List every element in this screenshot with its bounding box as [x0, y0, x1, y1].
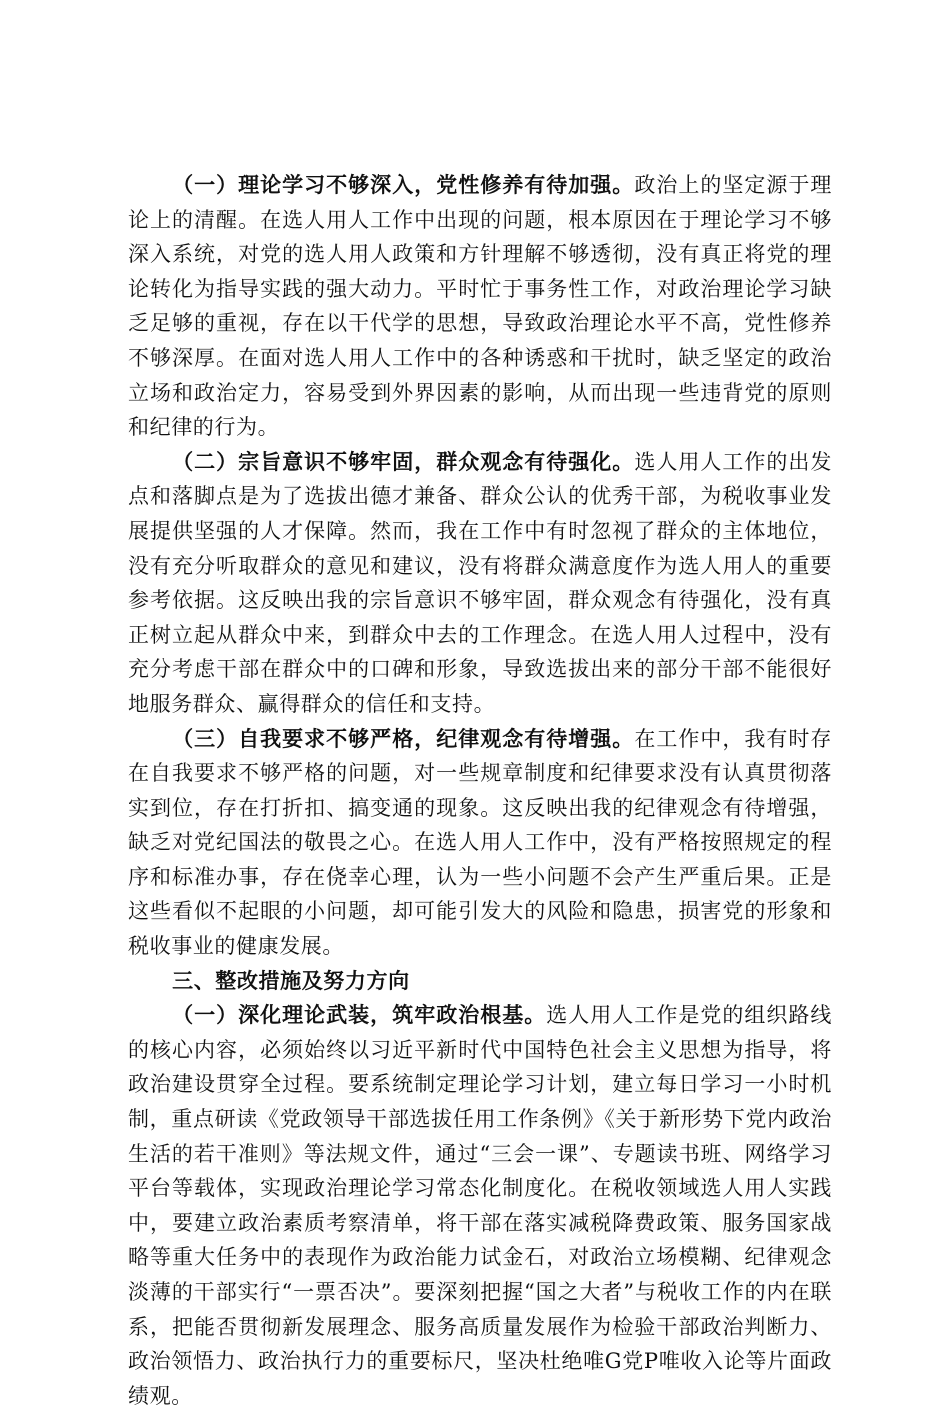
paragraph-lead: （二）宗旨意识不够牢固，群众观念有待强化。 [172, 448, 635, 474]
paragraph-text: 在工作中，我有时存在自我要求不够严格的问题，对一些规章制度和纪律要求没有认真贯彻落实到位，存在打折扣、搞变通的现象。这反映出我的纪律观念有待增强，缺乏对党纪国法的敬畏之心。在选人用人工作中，没有严格按照规定的程序和标准办事，存在侥幸心理，认为一些小问题不会产生严重后果。正是这些看似不起眼的小问题，却可能引发大的风险和隐患，损害党的形象和税收事业的健康发展。 [128, 726, 832, 959]
paragraph-text: 选人用人工作是党的组织路线的核心内容，必须始终以习近平新时代中国特色社会主义思想为指导，将政治建设贯穿全过程。要系统制定理论学习计划，建立每日学习一小时机制，重点研读《党政领导干部选拔任用工作条例》《关于新形势下党内政治生活的若干准则》等法规文件，通过“三会一课”、专题读书班、网络学习平台等载体，实现政治理论学习常态化制度化。在税收领域选人用人实践中，要建立政治素质考察清单，将干部在落实减税降费政策、服务国家战略等重大任务中的表现作为政治能力试金石，对政治立场模糊、纪律观念淡薄的干部实行“一票否决”。要深刻把握“国之大者”与税收工作的内在联系，把能否贯彻新发展理念、服务高质量发展作为检验干部政治判断力、政治领悟力、政治执行力的重要标尺，坚决杜绝唯G党P唯收入论等片面政绩观。 [128, 1003, 832, 1408]
paragraph-lead: （一）理论学习不够深入，党性修养有待加强。 [172, 172, 635, 197]
paragraph-theory-study [128, 168, 832, 445]
document-body [128, 168, 832, 1413]
paragraph-text: 政治上的坚定源于理论上的清醒。在选人用人工作中出现的问题，根本原因在于理论学习不够深入系统，对党的选人用人政策和方针理解不够透彻，没有真正将党的理论转化为指导实践的强大动力。平时忙于事务性工作，对政治理论学习缺乏足够的重视，存在以干代学的思想，导致政治理论水平不高，党性修养不够深厚。在面对选人用人工作中的各种诱惑和干扰时，缺乏坚定的政治立场和政治定力，容易受到外界因素的影响，从而出现一些违背党的原则和纪律的行为。 [128, 173, 832, 440]
paragraph-lead: （三）自我要求不够严格，纪律观念有待增强。 [172, 725, 635, 751]
paragraph-lead: （一）深化理论武装，筑牢政治根基。 [172, 1002, 547, 1028]
section-heading: 三、整改措施及努力方向 [172, 967, 410, 993]
paragraph-self-discipline [128, 722, 832, 964]
paragraph-purpose-awareness [128, 445, 832, 722]
paragraph-measure-theory [128, 998, 832, 1413]
paragraph-text: 选人用人工作的出发点和落脚点是为了选拔出德才兼备、群众公认的优秀干部，为税收事业发展提供坚强的人才保障。然而，我在工作中有时忽视了群众的主体地位，没有充分听取群众的意见和建议，没有将群众满意度作为选人用人的重要参考依据。这反映出我的宗旨意识不够牢固，群众观念有待强化，没有真正树立起从群众中来，到群众中去的工作理念。在选人用人过程中，没有充分考虑干部在群众中的口碑和形象，导致选拔出来的部分干部不能很好地服务群众、赢得群众的信任和支持。 [128, 449, 832, 716]
